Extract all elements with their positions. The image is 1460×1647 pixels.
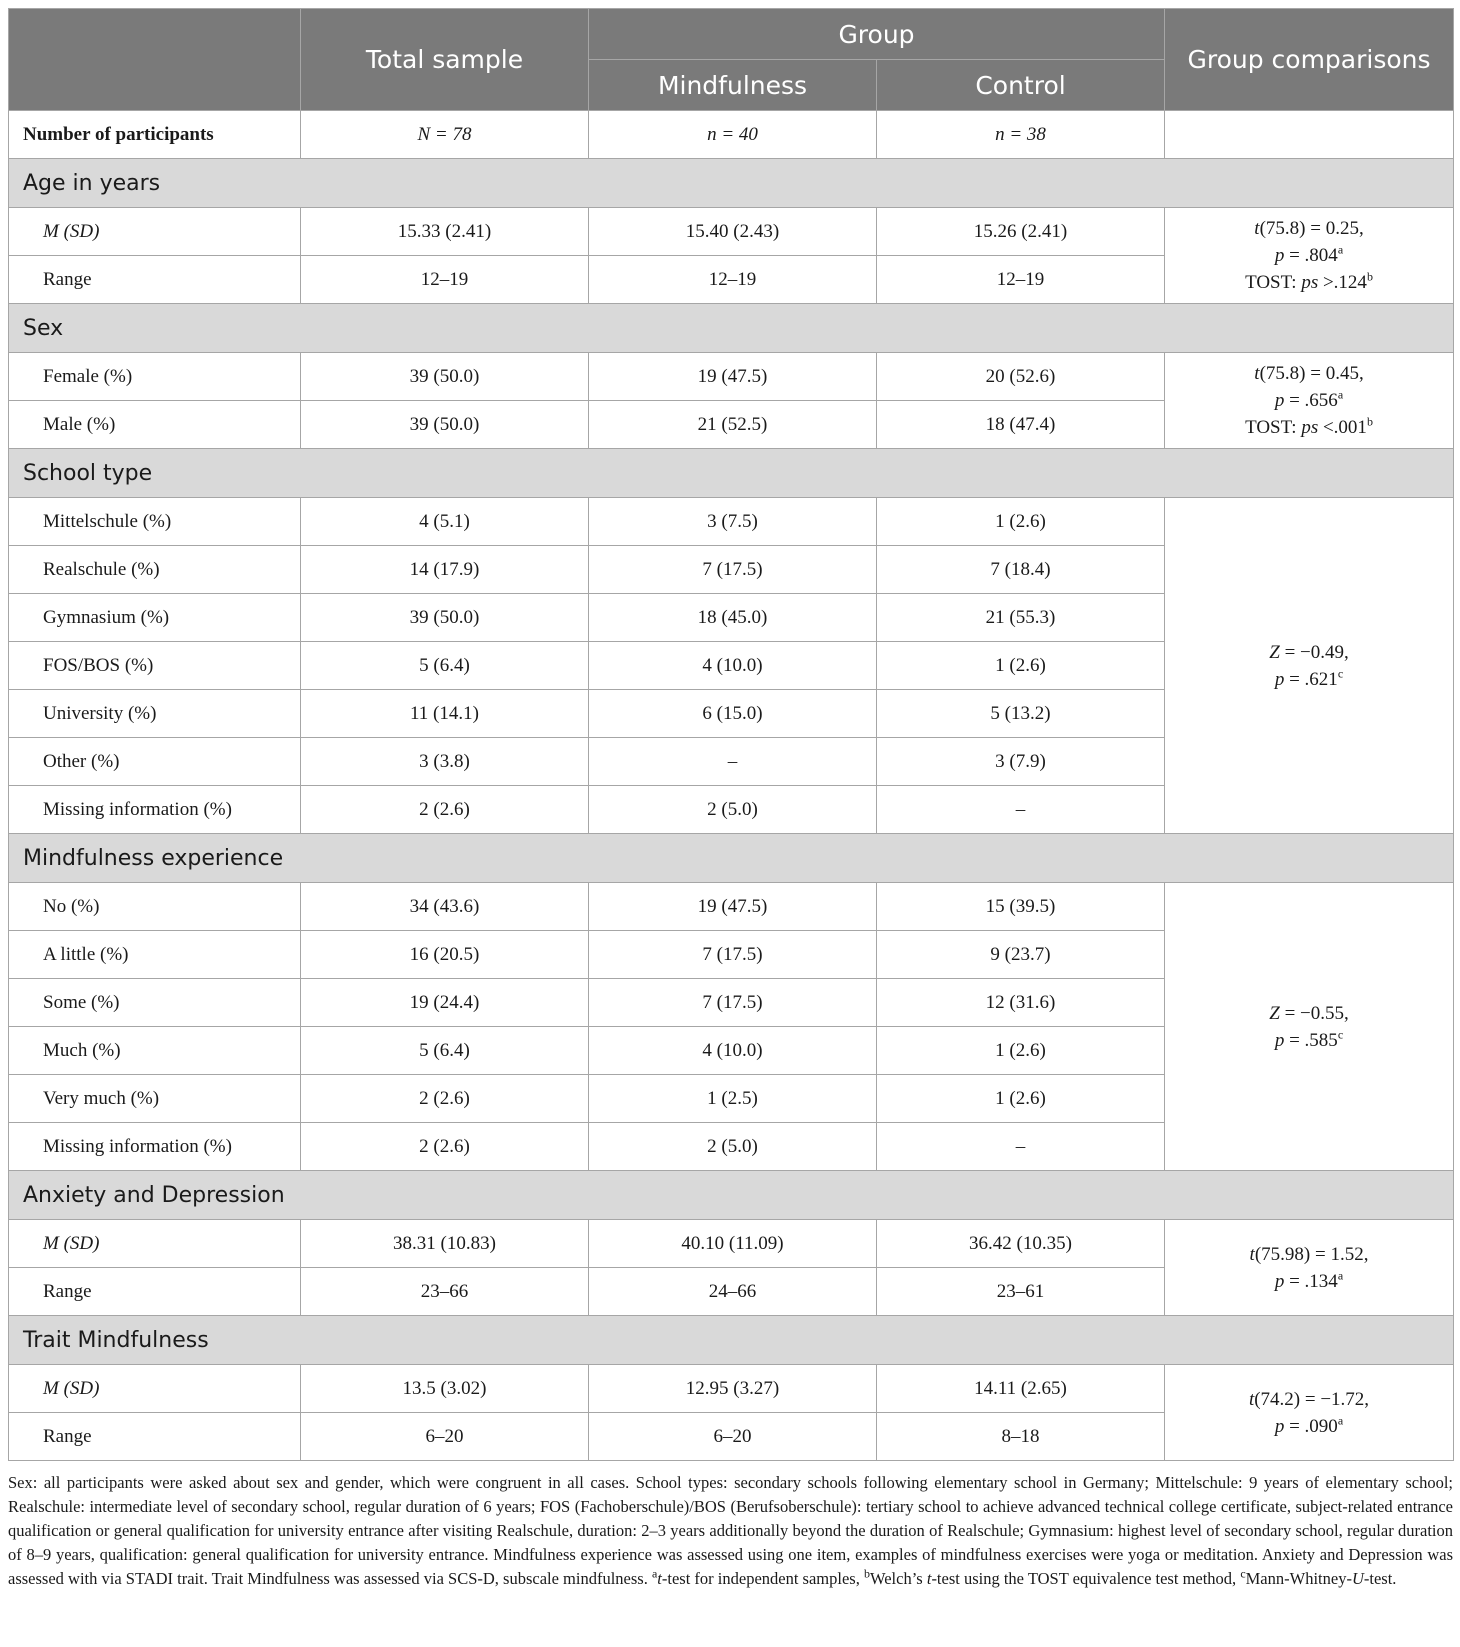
cell-total: 12–19 <box>301 256 589 304</box>
row-label: University (%) <box>9 690 301 738</box>
row-label: Very much (%) <box>9 1075 301 1123</box>
trait-comparison: t(74.2) = −1.72, p = .090$^a$ <box>1165 1365 1454 1461</box>
cell-control: 1 (2.6) <box>877 1075 1165 1123</box>
cell-control: 12–19 <box>877 256 1165 304</box>
header-group-comparisons: Group comparisons <box>1165 9 1454 111</box>
table-row <box>9 208 1454 256</box>
cell-mindfulness: 6–20 <box>589 1413 877 1461</box>
row-label: Mittelschule (%) <box>9 498 301 546</box>
cell-total: 38.31 (10.83) <box>301 1220 589 1268</box>
cell-total: 23–66 <box>301 1268 589 1316</box>
cell-control: 5 (13.2) <box>877 690 1165 738</box>
table-row <box>9 1220 1454 1268</box>
cell-total: 2 (2.6) <box>301 1075 589 1123</box>
cell-mindfulness: 18 (45.0) <box>589 594 877 642</box>
cell-total: 3 (3.8) <box>301 738 589 786</box>
participants-total: N = 78 <box>301 111 589 159</box>
cell-mindfulness: 21 (52.5) <box>589 401 877 449</box>
cell-mindfulness: 12–19 <box>589 256 877 304</box>
row-label: A little (%) <box>9 931 301 979</box>
demographics-table <box>8 8 1454 1461</box>
cell-mindfulness: 19 (47.5) <box>589 353 877 401</box>
cell-total: 2 (2.6) <box>301 1123 589 1171</box>
section-anxiety-depression <box>9 1171 1454 1220</box>
row-label: Male (%) <box>9 401 301 449</box>
cell-control: 20 (52.6) <box>877 353 1165 401</box>
cell-total: 39 (50.0) <box>301 353 589 401</box>
cell-control: 15.26 (2.41) <box>877 208 1165 256</box>
header-total-sample: Total sample <box>301 9 589 111</box>
section-sex <box>9 304 1454 353</box>
row-label: Range <box>9 256 301 304</box>
cell-control: 3 (7.9) <box>877 738 1165 786</box>
section-title: Trait Mindfulness <box>9 1316 1454 1365</box>
participants-row <box>9 111 1454 159</box>
table-row <box>9 353 1454 401</box>
section-trait-mindfulness <box>9 1316 1454 1365</box>
cell-total: 5 (6.4) <box>301 1027 589 1075</box>
cell-control: 9 (23.7) <box>877 931 1165 979</box>
header-mindfulness: Mindfulness <box>589 60 877 111</box>
row-label: Range <box>9 1268 301 1316</box>
row-label: M (SD) <box>9 208 301 256</box>
table-container <box>8 8 1453 1591</box>
cell-total: 39 (50.0) <box>301 401 589 449</box>
cell-control: – <box>877 786 1165 834</box>
cell-control: 8–18 <box>877 1413 1165 1461</box>
row-label: Missing information (%) <box>9 1123 301 1171</box>
cell-mindfulness: 19 (47.5) <box>589 883 877 931</box>
cell-control: 1 (2.6) <box>877 1027 1165 1075</box>
anxiety-comparison: t(75.98) = 1.52, p = .134$^a$ <box>1165 1220 1454 1316</box>
cell-total: 13.5 (3.02) <box>301 1365 589 1413</box>
cell-control: 18 (47.4) <box>877 401 1165 449</box>
cell-total: 39 (50.0) <box>301 594 589 642</box>
cell-total: 19 (24.4) <box>301 979 589 1027</box>
participants-label: Number of participants <box>9 111 301 159</box>
cell-mindfulness: 4 (10.0) <box>589 1027 877 1075</box>
sex-comparison: t(75.8) = 0.45, p = .656$^a$ TOST: ps <.001$^b$ <box>1165 353 1454 449</box>
table-row <box>9 883 1454 931</box>
cell-mindfulness: 24–66 <box>589 1268 877 1316</box>
row-label: Much (%) <box>9 1027 301 1075</box>
cell-total: 14 (17.9) <box>301 546 589 594</box>
row-label: M (SD) <box>9 1365 301 1413</box>
cell-mindfulness: 12.95 (3.27) <box>589 1365 877 1413</box>
cell-total: 16 (20.5) <box>301 931 589 979</box>
cell-mindfulness: 15.40 (2.43) <box>589 208 877 256</box>
cell-mindfulness: 7 (17.5) <box>589 931 877 979</box>
table-header <box>9 9 1454 111</box>
cell-mindfulness: 1 (2.5) <box>589 1075 877 1123</box>
row-label: M (SD) <box>9 1220 301 1268</box>
section-title: School type <box>9 449 1454 498</box>
section-title: Sex <box>9 304 1454 353</box>
header-group: Group <box>589 9 1165 60</box>
cell-control: 14.11 (2.65) <box>877 1365 1165 1413</box>
cell-control: 1 (2.6) <box>877 498 1165 546</box>
cell-mindfulness: 2 (5.0) <box>589 1123 877 1171</box>
row-label: Missing information (%) <box>9 786 301 834</box>
row-label: No (%) <box>9 883 301 931</box>
cell-mindfulness: – <box>589 738 877 786</box>
row-label: Other (%) <box>9 738 301 786</box>
cell-control: – <box>877 1123 1165 1171</box>
row-label: Range <box>9 1413 301 1461</box>
footnote-main: Sex: all participants were asked about sex and gender, which were congruent in all cases. School types: secondary schools following elementary school in Germany; Mittelschule: 9 years of elementary school; Realschule: intermediate level of secondary school, regular duration of 6 years; FOS (Fachoberschule)/BOS (Berufsoberschule): tertiary school to achieve advanced technical college certificate, subject-related entrance qualification or general qualification for university entrance after visiting Realschule, duration: 2–3 years additionally beyond the duration of Realschule; Gymnasium: highest level of secondary school, regular duration of 8–9 years, qualification: general qualification for university entrance. Mindfulness experience was assessed using one item, examples of mindfulness exercises were yoga or meditation. Anxiety and Depression was assessed with via STADI trait. Trait Mindfulness was assessed via SCS-D, subscale mindfulness. <box>8 1473 1453 1588</box>
cell-mindfulness: 40.10 (11.09) <box>589 1220 877 1268</box>
section-title: Age in years <box>9 159 1454 208</box>
school-comparison: Z = −0.49, p = .621$^c$ <box>1165 498 1454 834</box>
row-label: Some (%) <box>9 979 301 1027</box>
cell-mindfulness: 6 (15.0) <box>589 690 877 738</box>
cell-total: 6–20 <box>301 1413 589 1461</box>
row-label: Female (%) <box>9 353 301 401</box>
cell-total: 15.33 (2.41) <box>301 208 589 256</box>
participants-comparison <box>1165 111 1454 159</box>
participants-control: n = 38 <box>877 111 1165 159</box>
section-title: Anxiety and Depression <box>9 1171 1454 1220</box>
table-footnote: Sex: all participants were asked about sex and gender, which were congruent in all cases. School types: secondary schools following elementary school in Germany; Mittelschule: 9 years of elementary school; Realschule: intermediate level of secondary school, regular duration of 6 years; FOS (Fachoberschule)/BOS (Berufsoberschule): tertiary school to achieve advanced technical college certificate, subject-related entrance qualification or general qualification for university entrance after visiting Realschule, duration: 2–3 years additionally beyond the duration of Realschule; Gymnasium: highest level of secondary school, regular duration of 8–9 years, qualification: general qualification for university entrance. Mindfulness experience was assessed using one item, examples of mindfulness exercises were yoga or meditation. Anxiety and Depression was assessed with via STADI trait. Trait Mindfulness was assessed via SCS-D, subscale mindfulness. $^a$t-test for independent samples, $^b$Welch’s t-test using the TOST equivalence test method, $^c$Mann-Whitney-U-test. <box>8 1473 1453 1588</box>
section-title: Mindfulness experience <box>9 834 1454 883</box>
cell-control: 21 (55.3) <box>877 594 1165 642</box>
header-empty-cell <box>9 9 301 111</box>
cell-mindfulness: 3 (7.5) <box>589 498 877 546</box>
cell-control: 36.42 (10.35) <box>877 1220 1165 1268</box>
cell-control: 1 (2.6) <box>877 642 1165 690</box>
row-label: FOS/BOS (%) <box>9 642 301 690</box>
cell-mindfulness: 4 (10.0) <box>589 642 877 690</box>
section-school-type <box>9 449 1454 498</box>
cell-control: 12 (31.6) <box>877 979 1165 1027</box>
row-label: Gymnasium (%) <box>9 594 301 642</box>
cell-total: 2 (2.6) <box>301 786 589 834</box>
cell-total: 4 (5.1) <box>301 498 589 546</box>
participants-mindfulness: n = 40 <box>589 111 877 159</box>
cell-total: 11 (14.1) <box>301 690 589 738</box>
section-age <box>9 159 1454 208</box>
cell-control: 7 (18.4) <box>877 546 1165 594</box>
table-row <box>9 498 1454 546</box>
cell-mindfulness: 7 (17.5) <box>589 979 877 1027</box>
cell-mindfulness: 7 (17.5) <box>589 546 877 594</box>
row-label: Realschule (%) <box>9 546 301 594</box>
age-comparison: t(75.8) = 0.25, p = .804$^a$ TOST: ps >.124$^b$ <box>1165 208 1454 304</box>
cell-mindfulness: 2 (5.0) <box>589 786 877 834</box>
table-row <box>9 1365 1454 1413</box>
cell-control: 23–61 <box>877 1268 1165 1316</box>
cell-total: 5 (6.4) <box>301 642 589 690</box>
cell-total: 34 (43.6) <box>301 883 589 931</box>
experience-comparison: Z = −0.55, p = .585$^c$ <box>1165 883 1454 1171</box>
header-control: Control <box>877 60 1165 111</box>
cell-control: 15 (39.5) <box>877 883 1165 931</box>
section-mindfulness-experience <box>9 834 1454 883</box>
